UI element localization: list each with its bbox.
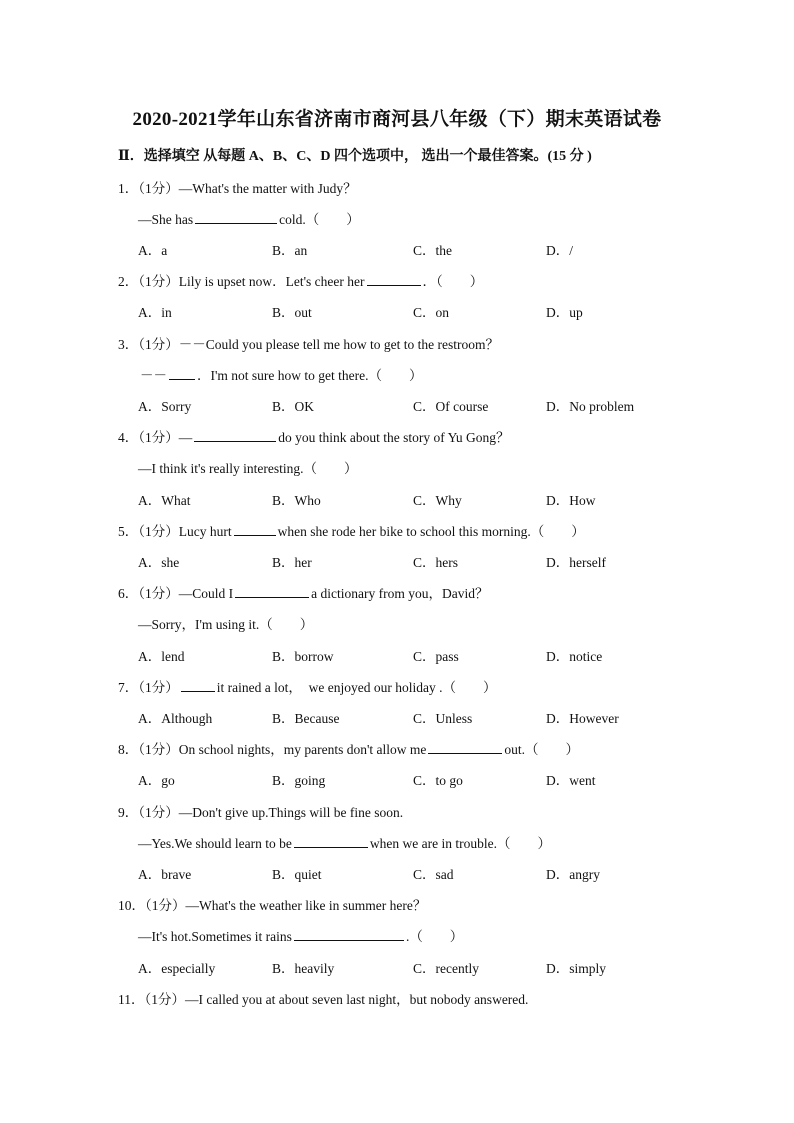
option-c[interactable]: C．Why <box>413 493 462 508</box>
option-a[interactable]: A．go <box>138 773 175 788</box>
question-8-options <box>138 769 698 787</box>
option-a[interactable]: A．especially <box>138 961 216 976</box>
option-b[interactable]: B．heavily <box>272 961 335 976</box>
question-1: 1．（1分）—What's the matter with Judy？ <box>118 181 357 196</box>
question-5: 5．（1分）Lucy hurt when she rode her bike to school this morning.（ ） <box>118 524 585 539</box>
option-d[interactable]: D．No problem <box>546 399 635 414</box>
option-a[interactable]: A．in <box>138 305 172 320</box>
answer-blank[interactable] <box>195 210 277 224</box>
answer-blank[interactable] <box>169 366 195 380</box>
question-4: 4．（1分）— do you think about the story of Yu Gong？ <box>118 430 510 445</box>
option-d[interactable]: D．angry <box>546 867 600 882</box>
option-c[interactable]: C．to go <box>413 773 463 788</box>
answer-blank[interactable] <box>235 584 309 598</box>
option-d[interactable]: D．herself <box>546 555 606 570</box>
option-a[interactable]: A．brave <box>138 867 192 882</box>
option-b[interactable]: B．her <box>272 555 312 570</box>
option-b[interactable]: B．an <box>272 243 308 258</box>
question-9-line-2: —Yes.We should learn to be when we are in trouble.（ ） <box>138 836 551 851</box>
answer-blank[interactable] <box>294 927 404 941</box>
question-1-line-2: —She has cold.（ ） <box>138 212 360 227</box>
option-a[interactable]: A．Although <box>138 711 213 726</box>
page-title: 2020-2021学年山东省济南市商河县八年级（下）期末英语试卷 <box>132 109 662 130</box>
question-6: 6．（1分）—Could I a dictionary from you，David？ <box>118 586 489 601</box>
question-8: 8．（1分）On school nights，my parents don't allow me out.（ ） <box>118 742 580 757</box>
option-b[interactable]: B．Who <box>272 493 321 508</box>
option-d[interactable]: D．However <box>546 711 619 726</box>
option-b[interactable]: B．out <box>272 305 312 320</box>
option-d[interactable]: D．went <box>546 773 596 788</box>
option-a[interactable]: A．Sorry <box>138 399 192 414</box>
option-c[interactable]: C．hers <box>413 555 458 570</box>
option-c[interactable]: C．recently <box>413 961 479 976</box>
option-c[interactable]: C．on <box>413 305 450 320</box>
section-heading: Ⅱ．选择填空 从每题 A、B、C、D 四个选项中， 选出一个最佳答案。(15 分 ) <box>118 149 592 164</box>
option-c[interactable]: C．the <box>413 243 452 258</box>
answer-blank[interactable] <box>181 678 215 692</box>
option-a[interactable]: A．lend <box>138 649 185 664</box>
question-9-options <box>138 863 698 881</box>
question-4-line-2: —I think it's really interesting.（ ） <box>138 461 358 476</box>
question-7-options <box>138 707 698 725</box>
question-3-options <box>138 395 698 413</box>
option-b[interactable]: B．going <box>272 773 326 788</box>
option-a[interactable]: A．a <box>138 243 168 258</box>
question-6-options <box>138 645 698 663</box>
question-6-line-2: —Sorry，I'm using it.（ ） <box>138 617 314 632</box>
answer-blank[interactable] <box>428 740 502 754</box>
option-d[interactable]: D．/ <box>546 243 573 258</box>
question-10-line-2: —It's hot.Sometimes it rains .（ ） <box>138 929 464 944</box>
question-3: 3．（1分）－－Could you please tell me how to get to the restroom？ <box>118 337 499 352</box>
question-9: 9．（1分）—Don't give up.Things will be fine soon. <box>118 805 404 820</box>
answer-blank[interactable] <box>294 834 368 848</box>
option-b[interactable]: B．OK <box>272 399 315 414</box>
answer-blank[interactable] <box>234 522 276 536</box>
answer-blank[interactable] <box>194 428 276 442</box>
option-b[interactable]: B．borrow <box>272 649 334 664</box>
question-4-options <box>138 489 698 507</box>
option-b[interactable]: B．quiet <box>272 867 322 882</box>
option-c[interactable]: C．Unless <box>413 711 473 726</box>
question-10: 10．（1分）—What's the weather like in summer here？ <box>118 898 427 913</box>
option-a[interactable]: A．she <box>138 555 180 570</box>
question-2: 2．（1分）Lily is upset now．Let's cheer her ．（ ） <box>118 274 484 289</box>
option-d[interactable]: D．How <box>546 493 596 508</box>
option-c[interactable]: C．pass <box>413 649 459 664</box>
option-c[interactable]: C．sad <box>413 867 454 882</box>
option-c[interactable]: C．Of course <box>413 399 489 414</box>
question-2-options <box>138 301 698 319</box>
question-3-line-2: －－ ．I'm not sure how to get there.（ ） <box>140 368 423 383</box>
question-10-options <box>138 957 698 975</box>
option-d[interactable]: D．up <box>546 305 583 320</box>
question-5-options <box>138 551 698 569</box>
question-7: 7．（1分） it rained a lot， we enjoyed our holiday .（ ） <box>118 680 497 695</box>
option-b[interactable]: B．Because <box>272 711 340 726</box>
option-d[interactable]: D．simply <box>546 961 607 976</box>
option-a[interactable]: A．What <box>138 493 191 508</box>
question-11: 11．（1分）—I called you at about seven last night，but nobody answered. <box>118 992 529 1007</box>
answer-blank[interactable] <box>367 272 421 286</box>
question-1-options <box>138 239 698 257</box>
option-d[interactable]: D．notice <box>546 649 603 664</box>
